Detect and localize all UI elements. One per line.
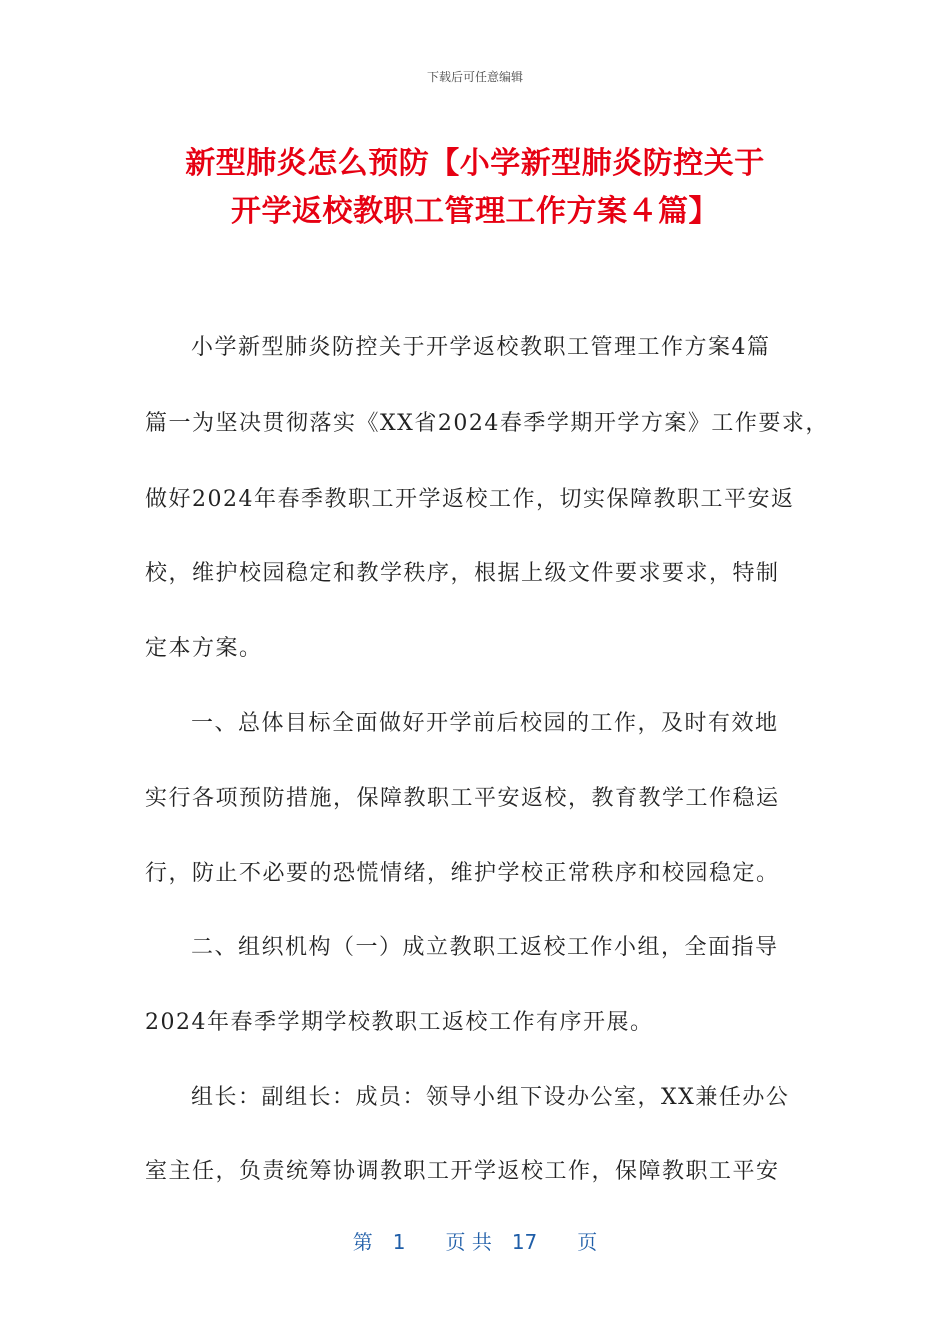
paragraph-line: 定本方案。 [145, 636, 263, 661]
paragraph-line: 室主任，负责统筹协调教职工开学返校工作，保障教职工平安 [145, 1159, 780, 1184]
title-line-1: 新型肺炎怎么预防【小学新型肺炎防控关于 [185, 146, 765, 181]
paragraph-line: 校，维护校园稳定和教学秩序，根据上级文件要求要求，特制 [145, 561, 780, 586]
paragraph-line: 二、组织机构（一）成立教职工返校工作小组，全面指导 [191, 935, 779, 960]
paragraph-line: 做好2024年春季教职工开学返校工作，切实保障教职工平安返 [145, 487, 795, 512]
paragraph-line: 一、总体目标全面做好开学前后校园的工作，及时有效地 [191, 711, 779, 736]
paragraph-line: 2024年春季学期学校教职工返校工作有序开展。 [145, 1010, 654, 1035]
paragraph-line: 实行各项预防措施，保障教职工平安返校，教育教学工作稳运 [145, 786, 780, 811]
paragraph-line: 组长：副组长：成员：领导小组下设办公室，XX兼任办公 [191, 1085, 790, 1110]
title-line-2: 开学返校教职工管理工作方案４篇】 [231, 194, 719, 229]
paragraph-line: 小学新型肺炎防控关于开学返校教职工管理工作方案4篇 [191, 335, 771, 360]
page-number-footer: 第 1 页 共 17 页 [352, 1230, 598, 1254]
document-title [120, 140, 830, 236]
paragraph-line: 篇一为坚决贯彻落实《XX省2024春季学期开学方案》工作要求， [145, 411, 829, 436]
header-note: 下载后可任意编辑 [426, 70, 523, 84]
paragraph-line: 行，防止不必要的恐慌情绪，维护学校正常秩序和校园稳定。 [145, 861, 780, 886]
